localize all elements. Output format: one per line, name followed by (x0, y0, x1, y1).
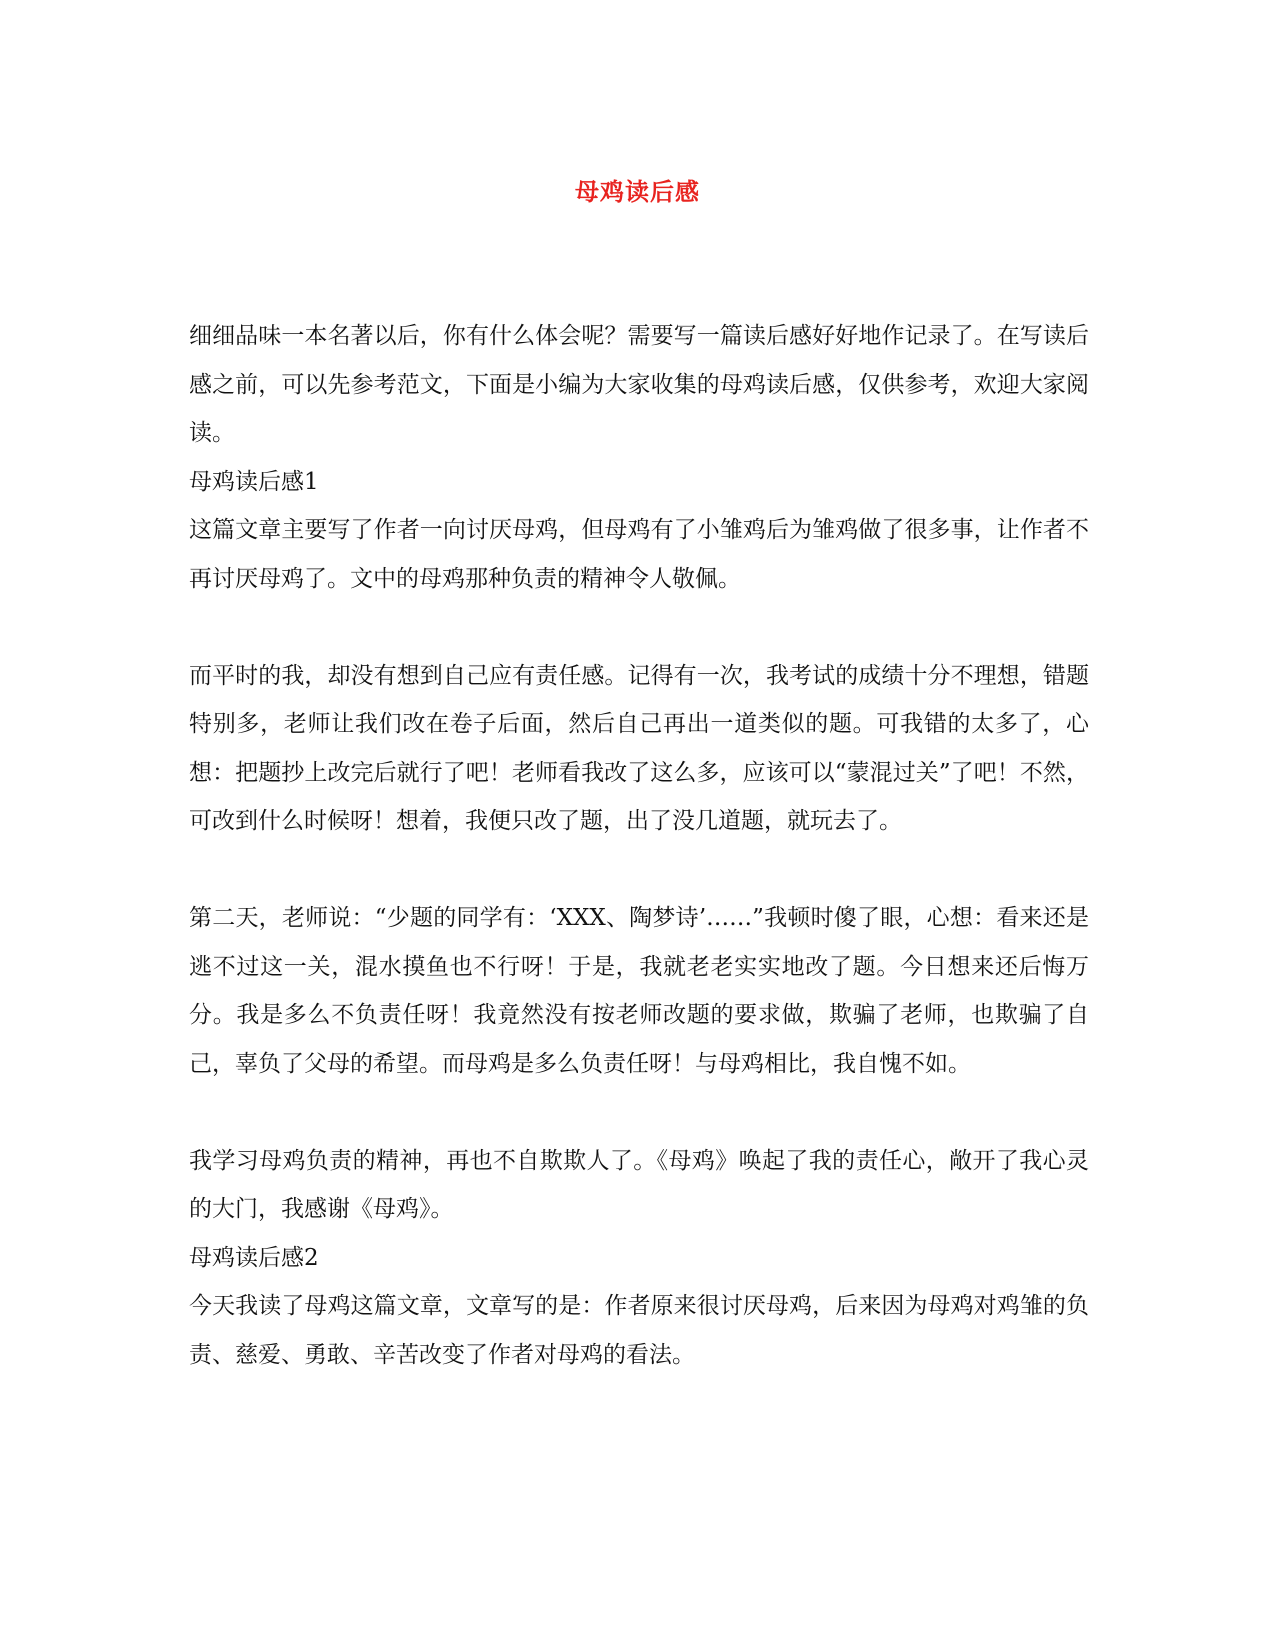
essay1-paragraph-4: 我学习母鸡负责的精神，再也不自欺欺人了。《母鸡》唤起了我的责任心，敞开了我心灵的大门，我感谢《母鸡》。 (189, 1147, 1089, 1222)
section-heading-1: 母鸡读后感1 (189, 468, 319, 495)
section-heading-2: 母鸡读后感2 (189, 1244, 319, 1271)
paragraph-spacer (189, 1088, 1089, 1137)
essay1-paragraph-2: 而平时的我，却没有想到自己应有责任感。记得有一次，我考试的成绩十分不理想，错题特别多，老师让我们改在卷子后面，然后自己再出一道类似的题。可我错的太多了，心想：把题抄上改完后就行了吧！老师看我改了这么多，应该可以“蒙混过关”了吧！不然，可改到什么时候呀！想着，我便只改了题，出了没几道题，就玩去了。 (189, 662, 1089, 834)
essay1-paragraph-1: 这篇文章主要写了作者一向讨厌母鸡，但母鸡有了小雏鸡后为雏鸡做了很多事，让作者不再讨厌母鸡了。文中的母鸡那种负责的精神令人敬佩。 (189, 517, 1089, 592)
paragraph-spacer (189, 603, 1089, 652)
paragraph-spacer (189, 846, 1089, 895)
intro-paragraph: 细细品味一本名著以后，你有什么体会呢？需要写一篇读后感好好地作记录了。在写读后感之前，可以先参考范文，下面是小编为大家收集的母鸡读后感，仅供参考，欢迎大家阅读。 (189, 323, 1089, 446)
essay2-paragraph-1: 今天我读了母鸡这篇文章，文章写的是：作者原来很讨厌母鸡，后来因为母鸡对鸡雏的负责、慈爱、勇敢、辛苦改变了作者对母鸡的看法。 (189, 1293, 1089, 1368)
essay1-paragraph-3: 第二天，老师说：“少题的同学有：‘XXX、陶梦诗’……”我顿时傻了眼，心想：看来还是逃不过这一关，混水摸鱼也不行呀！于是，我就老老实实地改了题。今日想来还后悔万分。我是多么不负责任呀！我竟然没有按老师改题的要求做，欺骗了老师，也欺骗了自己，辜负了父母的希望。而母鸡是多么负责任呀！与母鸡相比，我自愧不如。 (189, 905, 1089, 1077)
document-body (189, 312, 1089, 1379)
document-title: 母鸡读后感 (575, 177, 700, 206)
